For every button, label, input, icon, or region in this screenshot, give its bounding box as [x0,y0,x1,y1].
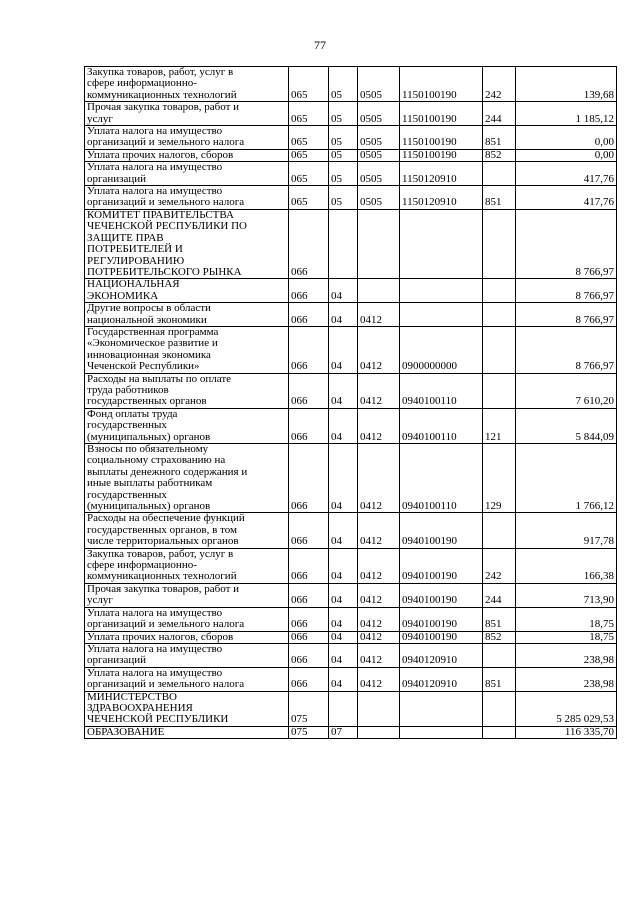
cell-amount: 0,00 [516,149,617,161]
item-name-line: Уплата прочих налогов, сборов [87,631,234,643]
cell-item-name [85,631,289,643]
cell-section-code: 04 [329,326,358,373]
cell-amount: 116 335,70 [516,726,617,738]
table-row [85,303,617,327]
cell-subsection-code: 0412 [358,643,400,667]
cell-section-code: 04 [329,373,358,408]
cell-department-code: 066 [289,607,329,631]
cell-target-article-code: 0940100190 [400,583,483,607]
item-name-line: РЕГУЛИРОВАНИЮ [87,254,185,267]
cell-target-article-code [400,303,483,327]
item-name-line: инновационная экономика [87,348,211,361]
cell-item-name [85,726,289,738]
table-row [85,326,617,373]
item-name-line: сфере информационно- [87,559,197,572]
item-name-line: МИНИСТЕРСТВО [87,691,177,703]
item-name-line: ЭКОНОМИКА [87,289,159,302]
table-row [85,607,617,631]
table-row [85,691,617,726]
item-name-line: организаций [87,172,147,185]
cell-item-name [85,149,289,161]
table-row [85,643,617,667]
cell-department-code: 066 [289,583,329,607]
item-name-line: государственных органов [87,395,207,408]
cell-section-code: 04 [329,583,358,607]
cell-target-article-code: 0940100190 [400,631,483,643]
cell-expense-type-code [483,691,516,726]
cell-expense-type-code: 121 [483,408,516,443]
item-name-line: Фонд оплаты труда [87,408,178,420]
cell-subsection-code: 0412 [358,326,400,373]
cell-item-name [85,408,289,443]
cell-target-article-code: 0940100190 [400,513,483,548]
cell-section-code: 04 [329,279,358,303]
cell-section-code: 04 [329,513,358,548]
table-row [85,126,617,150]
cell-target-article-code [400,279,483,303]
table-row [85,373,617,408]
cell-item-name [85,67,289,102]
cell-expense-type-code [483,209,516,278]
cell-department-code: 066 [289,548,329,583]
cell-target-article-code [400,726,483,738]
cell-department-code: 065 [289,149,329,161]
item-name-line: Закупка товаров, работ, услуг в [87,548,234,560]
cell-item-name [85,303,289,327]
cell-amount: 8 766,97 [516,326,617,373]
cell-amount: 18,75 [516,607,617,631]
cell-expense-type-code [483,279,516,303]
cell-expense-type-code [483,726,516,738]
item-name-line: (муниципальных) органов [87,500,211,513]
cell-amount: 8 766,97 [516,303,617,327]
cell-section-code: 05 [329,67,358,102]
cell-target-article-code: 0940120910 [400,667,483,691]
item-name-line: Уплата налога на имущество [87,185,223,198]
item-name-line: государственных органов, в том [87,523,237,536]
cell-expense-type-code: 851 [483,126,516,150]
item-name-line: ПОТРЕБИТЕЛЕЙ И [87,243,183,256]
cell-subsection-code: 0412 [358,513,400,548]
item-name-line: Прочая закупка товаров, работ и [87,101,240,114]
cell-expense-type-code: 852 [483,631,516,643]
cell-department-code: 065 [289,186,329,210]
item-name-line: НАЦИОНАЛЬНАЯ [87,278,180,291]
cell-item-name [85,513,289,548]
cell-subsection-code: 0412 [358,548,400,583]
cell-amount: 713,90 [516,583,617,607]
cell-amount: 8 766,97 [516,279,617,303]
table-row [85,513,617,548]
item-name-line: организаций [87,654,147,667]
item-name-line: коммуникационных технологий [87,88,237,101]
budget-table-body [85,67,617,739]
cell-target-article-code: 0940120910 [400,643,483,667]
table-row [85,67,617,102]
cell-subsection-code [358,279,400,303]
cell-amount: 139,68 [516,67,617,102]
item-name-line: труда работников [87,383,169,396]
item-name-line: (муниципальных) органов [87,430,211,443]
item-name-line: Уплата прочих налогов, сборов [87,149,234,161]
table-row [85,186,617,210]
item-name-line: ЗДРАВООХРАНЕНИЯ [87,701,193,714]
item-name-line: числе территориальных органов [87,535,239,548]
cell-expense-type-code [483,162,516,186]
cell-item-name [85,186,289,210]
cell-department-code: 065 [289,126,329,150]
cell-expense-type-code: 242 [483,548,516,583]
table-row [85,726,617,738]
table-row [85,548,617,583]
item-name-line: иные выплаты работникам [87,477,213,490]
item-name-line: организаций и земельного налога [87,196,245,209]
cell-department-code: 075 [289,691,329,726]
table-row [85,444,617,513]
cell-section-code [329,209,358,278]
cell-target-article-code: 0940100110 [400,373,483,408]
cell-amount: 8 766,97 [516,209,617,278]
cell-amount: 7 610,20 [516,373,617,408]
cell-expense-type-code: 852 [483,149,516,161]
cell-section-code: 05 [329,186,358,210]
cell-item-name [85,444,289,513]
cell-subsection-code: 0505 [358,102,400,126]
cell-amount: 166,38 [516,548,617,583]
cell-section-code: 05 [329,149,358,161]
item-name-line: услуг [87,112,113,125]
item-name-line: национальной экономики [87,313,207,326]
cell-department-code: 066 [289,513,329,548]
item-name-line: Чеченской Республики» [87,360,200,373]
cell-target-article-code: 0940100190 [400,548,483,583]
cell-section-code: 04 [329,408,358,443]
cell-item-name [85,209,289,278]
cell-item-name [85,548,289,583]
cell-subsection-code: 0412 [358,607,400,631]
item-name-line: ЧЕЧЕНСКОЙ РЕСПУБЛИКИ ПО [87,220,247,233]
item-name-line: Уплата налога на имущество [87,643,223,655]
cell-amount: 917,78 [516,513,617,548]
cell-target-article-code [400,691,483,726]
cell-subsection-code: 0505 [358,149,400,161]
cell-item-name [85,326,289,373]
item-name-line: КОМИТЕТ ПРАВИТЕЛЬСТВА [87,209,234,221]
item-name-line: Уплата налога на имущество [87,607,223,619]
item-name-line: организаций и земельного налога [87,678,245,691]
cell-target-article-code: 1150100190 [400,149,483,161]
cell-subsection-code: 0412 [358,303,400,327]
cell-target-article-code [400,209,483,278]
cell-item-name [85,667,289,691]
item-name-line: государственных [87,419,167,432]
cell-item-name [85,162,289,186]
table-row [85,209,617,278]
cell-amount: 5 285 029,53 [516,691,617,726]
table-row [85,279,617,303]
cell-item-name [85,583,289,607]
cell-department-code: 066 [289,631,329,643]
table-row [85,583,617,607]
cell-expense-type-code: 129 [483,444,516,513]
cell-subsection-code: 0505 [358,186,400,210]
item-name-line: Расходы на обеспечение функций [87,512,245,525]
cell-department-code: 065 [289,102,329,126]
item-name-line: сфере информационно- [87,77,197,90]
item-name-line: Взносы по обязательному [87,443,209,455]
item-name-line: Уплата налога на имущество [87,667,223,679]
cell-subsection-code: 0412 [358,373,400,408]
cell-item-name [85,102,289,126]
table-row [85,667,617,691]
cell-expense-type-code: 244 [483,583,516,607]
item-name-line: Расходы на выплаты по оплате [87,373,232,385]
cell-target-article-code: 1150120910 [400,162,483,186]
item-name-line: государственных [87,488,167,501]
cell-section-code: 04 [329,607,358,631]
cell-section-code: 04 [329,631,358,643]
cell-expense-type-code [483,513,516,548]
cell-section-code: 04 [329,643,358,667]
cell-amount: 417,76 [516,162,617,186]
cell-expense-type-code [483,303,516,327]
cell-expense-type-code: 851 [483,186,516,210]
cell-department-code: 065 [289,162,329,186]
cell-department-code: 075 [289,726,329,738]
page-number: 77 [314,38,326,52]
cell-expense-type-code: 244 [483,102,516,126]
cell-target-article-code: 0940100190 [400,607,483,631]
cell-department-code: 066 [289,209,329,278]
item-name-line: Другие вопросы в области [87,302,211,315]
table-row [85,149,617,161]
cell-section-code: 04 [329,444,358,513]
table-row [85,408,617,443]
cell-subsection-code: 0505 [358,126,400,150]
cell-amount: 5 844,09 [516,408,617,443]
item-name-line: Уплата налога на имущество [87,125,223,138]
cell-department-code: 066 [289,667,329,691]
cell-department-code: 066 [289,373,329,408]
cell-expense-type-code [483,326,516,373]
cell-amount: 1 185,12 [516,102,617,126]
cell-subsection-code: 0505 [358,162,400,186]
cell-amount: 18,75 [516,631,617,643]
cell-target-article-code: 0940100110 [400,408,483,443]
cell-subsection-code: 0412 [358,667,400,691]
cell-item-name [85,691,289,726]
cell-item-name [85,607,289,631]
cell-section-code: 05 [329,102,358,126]
cell-subsection-code: 0412 [358,583,400,607]
cell-department-code: 066 [289,408,329,443]
item-name-line: ЗАЩИТЕ ПРАВ [87,231,164,244]
cell-amount: 417,76 [516,186,617,210]
cell-department-code: 066 [289,643,329,667]
cell-amount: 238,98 [516,643,617,667]
table-row [85,631,617,643]
cell-target-article-code: 1150100190 [400,102,483,126]
item-name-line: Уплата налога на имущество [87,161,223,174]
cell-item-name [85,373,289,408]
item-name-line: «Экономическое развитие и [87,337,218,350]
item-name-line: ПОТРЕБИТЕЛЬСКОГО РЫНКА [87,265,242,278]
cell-item-name [85,126,289,150]
table-row [85,162,617,186]
item-name-line: Прочая закупка товаров, работ и [87,583,240,595]
cell-subsection-code [358,726,400,738]
cell-expense-type-code: 242 [483,67,516,102]
cell-target-article-code: 1150100190 [400,67,483,102]
item-name-line: выплаты денежного содержания и [87,465,248,478]
cell-expense-type-code [483,643,516,667]
cell-target-article-code: 0940100110 [400,444,483,513]
cell-section-code: 04 [329,548,358,583]
cell-amount: 0,00 [516,126,617,150]
cell-amount: 238,98 [516,667,617,691]
item-name-line: организаций и земельного налога [87,136,245,149]
cell-section-code: 05 [329,162,358,186]
cell-amount: 1 766,12 [516,444,617,513]
cell-item-name [85,279,289,303]
table-row [85,102,617,126]
cell-section-code: 05 [329,126,358,150]
cell-section-code: 07 [329,726,358,738]
cell-department-code: 066 [289,326,329,373]
item-name-line: ЧЕЧЕНСКОЙ РЕСПУБЛИКИ [87,713,229,726]
item-name-line: Закупка товаров, работ, услуг в [87,66,234,78]
item-name-line: ОБРАЗОВАНИЕ [87,726,165,738]
cell-department-code: 066 [289,444,329,513]
item-name-line: организаций и земельного налога [87,618,245,631]
cell-target-article-code: 1150120910 [400,186,483,210]
cell-subsection-code: 0412 [358,408,400,443]
item-name-line: коммуникационных технологий [87,570,237,583]
cell-expense-type-code: 851 [483,667,516,691]
cell-section-code [329,691,358,726]
cell-department-code: 066 [289,279,329,303]
cell-subsection-code: 0412 [358,631,400,643]
item-name-line: Государственная программа [87,326,219,338]
item-name-line: социальному страхованию на [87,454,226,467]
cell-subsection-code [358,691,400,726]
cell-subsection-code: 0412 [358,444,400,513]
cell-expense-type-code [483,373,516,408]
item-name-line: услуг [87,594,113,607]
cell-target-article-code: 1150100190 [400,126,483,150]
cell-subsection-code [358,209,400,278]
cell-item-name [85,643,289,667]
cell-expense-type-code: 851 [483,607,516,631]
cell-section-code: 04 [329,667,358,691]
cell-department-code: 066 [289,303,329,327]
cell-subsection-code: 0505 [358,67,400,102]
budget-table [84,66,617,739]
cell-target-article-code: 0900000000 [400,326,483,373]
cell-department-code: 065 [289,67,329,102]
cell-section-code: 04 [329,303,358,327]
